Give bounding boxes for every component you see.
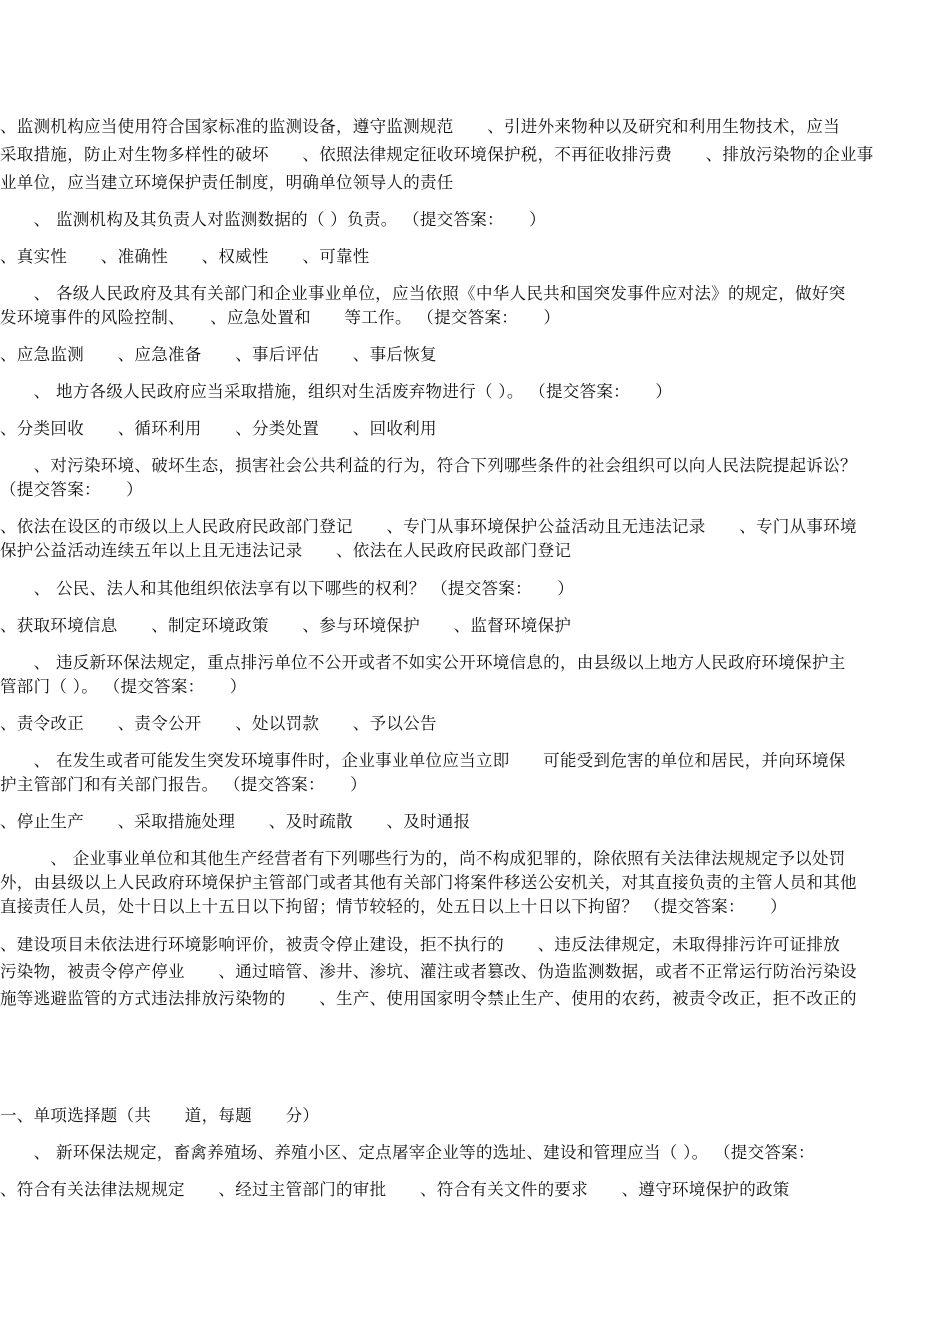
question-line: 外，由县级以上人民政府环境保护主管部门或者其他有关部门将案件移送公安机关，对其直接负责的主管人员和其他 [0,873,857,892]
section-heading-line: 一、单项选择题（共 道，每题 分） [0,1106,320,1125]
question-line: （提交答案： ） [0,480,143,499]
options-line: 、获取环境信息 、制定环境政策 、参与环境保护 、监督环境保护 [0,616,572,635]
options-line: 、停止生产 、采取措施处理 、及时疏散 、及时通报 [0,812,471,831]
question-line: 直接责任人员，处十日以上十五日以下拘留；情节较轻的，处五日以上十日以下拘留？ （提交答案： ） [0,897,787,916]
question-line: 护主管部门和有关部门报告。 （提交答案： ） [0,775,367,794]
options-line: 保护公益活动连续五年以上且无违法记录 、依法在人民政府民政部门登记 [0,541,572,560]
options-line: 、依法在设区的市级以上人民政府民政部门登记 、专门从事环境保护公益活动且无违法记录 、专门从事环境 [0,517,857,536]
question-line: 、 各级人民政府及其有关部门和企业事业单位，应当依照《中华人民共和国突发事件应对法》的规定，做好突 [0,284,846,303]
options-line: 、真实性 、准确性 、权威性 、可靠性 [0,247,370,266]
question-line: 、 公民、法人和其他组织依法享有以下哪些的权利？ （提交答案： ） [0,579,575,598]
question-line: 管部门（ ）。 （提交答案： ） [0,677,247,696]
question-line: 、 地方各级人民政府应当采取措施，组织对生活废弃物进行（ ）。 （提交答案： ） [0,382,673,401]
question-line: 、 违反新环保法规定，重点排污单位不公开或者不如实公开环境信息的，由县级以上地方人民政府环境保护主 [0,653,846,672]
intro-options-paragraph-line: 、监测机构应当使用符合国家标准的监测设备，遵守监测规范 、引进外来物种以及研究和利用生物技术，应当 [0,117,840,136]
options-line: 施等逃避监管的方式违法排放污染物的 、生产、使用国家明令禁止生产、使用的农药，被责令改正，拒不改正的 [0,989,857,1008]
question-line: 、 在发生或者可能发生突发环境事件时，企业事业单位应当立即 可能受到危害的单位和居民，并向环境保 [0,751,846,770]
question-line: 、 监测机构及其负责人对监测数据的（ ）负责。 （提交答案： ） [0,210,546,229]
question-line: 、 企业事业单位和其他生产经营者有下列哪些行为的，尚不构成犯罪的，除依照有关法律法规规定予以处罚 [0,849,846,868]
options-line: 、分类回收 、循环利用 、分类处置 、回收利用 [0,419,437,438]
intro-options-paragraph-line: 业单位，应当建立环境保护责任制度，明确单位领导人的责任 [0,173,454,192]
options-line: 、应急监测 、应急准备 、事后评估 、事后恢复 [0,345,437,364]
intro-options-paragraph-line: 采取措施，防止对生物多样性的破坏 、依照法律规定征收环境保护税，不再征收排污费 、排放污染物的企业事 [0,145,874,164]
options-line: 、责令改正 、责令公开 、处以罚款 、予以公告 [0,714,437,733]
question-line: 发环境事件的风险控制、 、应急处置和 等工作。 （提交答案： ） [0,308,561,327]
question-line: 、 新环保法规定，畜禽养殖场、养殖小区、定点屠宰企业等的选址、建设和管理应当（ ）。 （提交答案： [0,1143,815,1162]
question-line: 、对污染环境、破坏生态，损害社会公共利益的行为，符合下列哪些条件的社会组织可以向人民法院提起诉讼？ [0,456,857,475]
options-line: 污染物，被责令停产停业 、通过暗管、渗井、渗坑、灌注或者篡改、伪造监测数据，或者不正常运行防治污染设 [0,962,857,981]
options-line: 、符合有关法律法规规定 、经过主管部门的审批 、符合有关文件的要求 、遵守环境保护的政策 [0,1180,790,1199]
options-line: 、建设项目未依法进行环境影响评价，被责令停止建设，拒不执行的 、违反法律规定，未取得排污许可证排放 [0,935,840,954]
